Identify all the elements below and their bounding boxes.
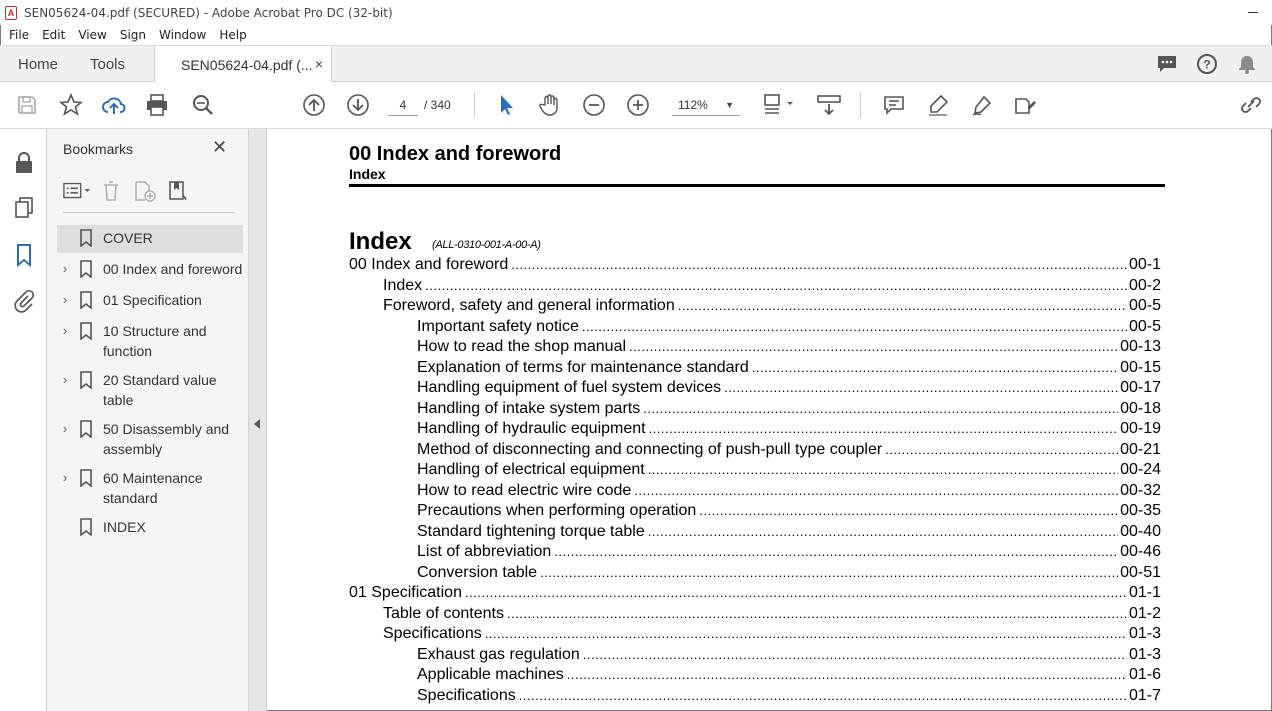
bookmark-icon bbox=[79, 260, 93, 281]
toc-entry-title: Precautions when performing operation bbox=[417, 502, 699, 520]
main-toolbar bbox=[0, 82, 1272, 129]
delete-bookmark-icon[interactable] bbox=[97, 178, 125, 204]
bookmark-label: 20 Standard value table bbox=[103, 372, 217, 408]
section-subheading: Index bbox=[349, 166, 386, 182]
zoom-level-select[interactable] bbox=[672, 94, 740, 116]
toc-entry[interactable] bbox=[349, 400, 1161, 421]
toc-entry-page: 01-6 bbox=[1128, 666, 1161, 683]
bookmark-label: 60 Maintenance standard bbox=[103, 470, 203, 506]
toc-entry-page: 00-51 bbox=[1120, 563, 1161, 581]
toc-leader-dots bbox=[554, 544, 1118, 559]
toc-leader-dots bbox=[425, 278, 1127, 293]
toc-entry-title: Handling equipment of fuel system devices bbox=[417, 379, 724, 397]
fill-sign-icon[interactable] bbox=[1012, 92, 1038, 118]
toc-entry[interactable] bbox=[349, 359, 1161, 380]
toc-leader-dots bbox=[885, 442, 1118, 457]
new-bookmark-icon[interactable] bbox=[131, 178, 159, 204]
bookmark-item-cover[interactable] bbox=[57, 225, 243, 253]
index-title: Index bbox=[349, 228, 412, 255]
chevron-down-icon: ▼ bbox=[725, 100, 734, 110]
toolbar-divider bbox=[860, 92, 861, 118]
toc-entry[interactable] bbox=[349, 543, 1161, 564]
menu-sign[interactable]: Sign bbox=[119, 28, 147, 42]
toc-leader-dots bbox=[752, 360, 1118, 375]
toc-entry[interactable] bbox=[349, 297, 1161, 318]
options-menu-icon[interactable] bbox=[63, 178, 91, 204]
toc-entry[interactable] bbox=[349, 338, 1161, 359]
toc-leader-dots bbox=[465, 585, 1127, 600]
menu-help[interactable]: Help bbox=[219, 28, 247, 42]
toc-leader-dots bbox=[699, 503, 1118, 518]
toc-entry-page: 00-5 bbox=[1128, 297, 1161, 314]
toc-entry-page: 00-18 bbox=[1120, 399, 1161, 417]
menu-view[interactable]: View bbox=[78, 28, 107, 42]
toc-leader-dots bbox=[643, 401, 1118, 416]
bookmark-item-maintenance[interactable] bbox=[57, 465, 243, 511]
bookmark-icon bbox=[79, 420, 93, 441]
toc-entry-title: Table of contents bbox=[383, 605, 507, 623]
tab-tools[interactable]: Tools bbox=[90, 55, 126, 73]
toc-entry-page: 00-1 bbox=[1128, 256, 1161, 273]
toc-entry[interactable] bbox=[349, 318, 1161, 339]
svg-text:?: ? bbox=[1203, 57, 1211, 72]
bookmark-panel-toolbar bbox=[63, 178, 193, 204]
page-total-label: / 340 bbox=[424, 98, 451, 112]
toc-entry-page: 00-17 bbox=[1120, 379, 1161, 396]
acrobat-app-icon: A bbox=[5, 6, 17, 20]
toc-entry[interactable] bbox=[349, 277, 1161, 298]
toc-entry-page: 00-5 bbox=[1128, 317, 1161, 335]
page-thumbnails-icon[interactable] bbox=[12, 196, 36, 220]
toc-entry[interactable] bbox=[349, 256, 1161, 277]
bookmark-spacer bbox=[57, 228, 73, 230]
toc-entry[interactable] bbox=[349, 605, 1161, 626]
panel-divider bbox=[63, 212, 235, 213]
toolbar-divider bbox=[474, 92, 475, 118]
share-link-icon[interactable] bbox=[1238, 92, 1264, 118]
toc-entry-title: Handling of hydraulic equipment bbox=[417, 420, 649, 438]
toc-entry-title: Exhaust gas regulation bbox=[417, 646, 583, 664]
toc-entry-title: List of abbreviation bbox=[417, 543, 554, 561]
page-fit-icon[interactable] bbox=[760, 92, 796, 118]
toc-entry-title: How to read electric wire code bbox=[417, 482, 634, 500]
toc-entry[interactable] bbox=[349, 461, 1161, 482]
hand-tool-icon[interactable] bbox=[537, 92, 563, 118]
toc-entry-page: 00-24 bbox=[1120, 461, 1161, 478]
cloud-upload-icon[interactable] bbox=[101, 92, 127, 118]
bookmark-item-index[interactable] bbox=[57, 514, 243, 542]
star-bookmark-icon[interactable] bbox=[58, 92, 84, 118]
chevron-right-icon[interactable]: › bbox=[62, 421, 68, 436]
bookmark-item-structure-function[interactable] bbox=[57, 318, 243, 364]
left-navigation-rail bbox=[0, 129, 47, 711]
toc-leader-dots bbox=[485, 626, 1127, 641]
title-bar bbox=[0, 0, 1272, 25]
save-icon[interactable] bbox=[14, 92, 40, 118]
section-heading: 00 Index and foreword bbox=[349, 143, 562, 165]
bookmark-label: COVER bbox=[103, 230, 153, 246]
zoom-in-icon[interactable] bbox=[625, 92, 651, 118]
tab-bar bbox=[0, 45, 1272, 82]
bookmark-item-disassembly[interactable] bbox=[57, 416, 243, 462]
toc-entry[interactable] bbox=[349, 646, 1161, 667]
toc-entry-title: Important safety notice bbox=[417, 318, 582, 336]
toc-entry-page: 01-3 bbox=[1128, 645, 1161, 663]
toc-leader-dots bbox=[511, 257, 1127, 272]
toc-entry-title: Handling of electrical equipment bbox=[417, 461, 648, 479]
panel-collapse-handle[interactable] bbox=[249, 129, 267, 711]
index-code: (ALL-0310-001-A-00-A) bbox=[432, 239, 541, 251]
toc-entry-title: How to read the shop manual bbox=[417, 338, 629, 356]
toc-leader-dots bbox=[567, 667, 1127, 682]
lock-icon[interactable] bbox=[12, 151, 36, 175]
heading-rule bbox=[349, 184, 1165, 187]
bookmark-label: INDEX bbox=[103, 519, 146, 535]
toc-leader-dots bbox=[648, 462, 1118, 477]
zoom-out-icon[interactable] bbox=[581, 92, 607, 118]
bookmark-search-icon[interactable] bbox=[165, 178, 193, 204]
toc-leader-dots bbox=[583, 647, 1127, 662]
chevron-right-icon[interactable]: › bbox=[62, 261, 68, 276]
menu-edit[interactable]: Edit bbox=[42, 28, 66, 42]
toc-entry-title: Foreword, safety and general information bbox=[383, 297, 678, 315]
toc-entry-title: Specifications bbox=[383, 625, 485, 643]
toc-leader-dots bbox=[648, 524, 1118, 539]
toc-entry-page: 01-1 bbox=[1128, 584, 1161, 601]
toc-entry[interactable] bbox=[349, 584, 1161, 605]
notification-bell-icon[interactable] bbox=[1236, 53, 1258, 78]
bookmark-item-standard-value[interactable] bbox=[57, 367, 243, 413]
toc-entry-page: 00-46 bbox=[1120, 543, 1161, 560]
toc-entry-page: 00-2 bbox=[1128, 276, 1161, 294]
bookmark-panel-icon[interactable] bbox=[12, 243, 36, 267]
toc-entry[interactable] bbox=[349, 687, 1161, 708]
bookmark-spacer bbox=[57, 517, 73, 519]
toc-entry-page: 00-21 bbox=[1120, 440, 1161, 458]
next-page-icon[interactable] bbox=[345, 92, 371, 118]
tab-document[interactable] bbox=[154, 46, 332, 83]
toc-leader-dots bbox=[582, 319, 1127, 334]
toc-leader-dots bbox=[634, 483, 1118, 498]
toc-entry-title: Index bbox=[383, 277, 425, 295]
bookmark-label: 01 Specification bbox=[103, 292, 202, 308]
toc-leader-dots bbox=[678, 298, 1127, 313]
toc-entry[interactable] bbox=[349, 625, 1161, 646]
toc-entry-title: Method of disconnecting and connecting of push-pull type coupler bbox=[417, 441, 885, 459]
toc-entry-title: 00 Index and foreword bbox=[349, 256, 511, 274]
bookmark-item-index-foreword[interactable] bbox=[57, 256, 243, 284]
bookmark-icon bbox=[79, 229, 93, 250]
toc-entry-title: Conversion table bbox=[417, 564, 540, 582]
collapse-arrow-icon bbox=[254, 419, 260, 429]
print-icon[interactable] bbox=[144, 92, 170, 118]
bookmark-item-specification[interactable] bbox=[57, 287, 243, 315]
tab-document-label: SEN05624-04.pdf (... bbox=[181, 56, 313, 73]
chevron-right-icon[interactable]: › bbox=[62, 292, 68, 307]
toc-entry-page: 00-35 bbox=[1120, 502, 1161, 519]
toc-entry-title: Standard tightening torque table bbox=[417, 523, 648, 541]
chevron-right-icon[interactable]: › bbox=[62, 372, 68, 387]
toc-entry-page: 00-19 bbox=[1120, 420, 1161, 437]
bookmark-icon bbox=[79, 469, 93, 490]
menu-bar bbox=[0, 25, 1272, 45]
chevron-right-icon[interactable]: › bbox=[62, 470, 68, 485]
toc-entry-page: 00-40 bbox=[1120, 522, 1161, 540]
chevron-right-icon[interactable]: › bbox=[62, 323, 68, 338]
draw-sign-icon[interactable] bbox=[969, 92, 995, 118]
toc-entry-title: Applicable machines bbox=[417, 666, 567, 684]
toc-entry[interactable] bbox=[349, 564, 1161, 585]
toc-entry[interactable] bbox=[349, 441, 1161, 462]
minimize-button[interactable] bbox=[1248, 12, 1258, 13]
document-page bbox=[268, 129, 1271, 710]
add-comment-icon[interactable] bbox=[881, 92, 907, 118]
attachment-paperclip-icon[interactable] bbox=[12, 289, 36, 313]
toc-entry[interactable] bbox=[349, 523, 1161, 544]
toc-entry[interactable] bbox=[349, 666, 1161, 687]
menu-file[interactable]: File bbox=[9, 28, 30, 42]
window-title: SEN05624-04.pdf (SECURED) - Adobe Acrobat Pro DC (32-bit) bbox=[24, 5, 393, 20]
toc-leader-dots bbox=[507, 606, 1127, 621]
toc-entry-page: 01-3 bbox=[1128, 625, 1161, 642]
bookmark-icon bbox=[79, 371, 93, 392]
bookmark-label: 50 Disassembly and assembly bbox=[103, 421, 230, 457]
bookmark-icon bbox=[79, 291, 93, 312]
toc-entry-page: 00-13 bbox=[1120, 338, 1161, 355]
toc-entry[interactable] bbox=[349, 420, 1161, 441]
select-cursor-icon[interactable] bbox=[493, 92, 519, 118]
toc-entry-page: 01-2 bbox=[1128, 604, 1161, 622]
highlight-pen-icon[interactable] bbox=[925, 92, 951, 118]
toc-entry-title: Specifications bbox=[417, 687, 519, 705]
toc-leader-dots bbox=[724, 380, 1118, 395]
toc-entry-title: Explanation of terms for maintenance standard bbox=[417, 359, 752, 377]
bookmark-list bbox=[57, 225, 243, 545]
menu-window[interactable]: Window bbox=[159, 28, 207, 42]
help-icon[interactable] bbox=[1196, 53, 1218, 78]
scroll-mode-icon[interactable] bbox=[814, 92, 844, 118]
bookmark-label: 10 Structure and function bbox=[103, 323, 207, 359]
toc-entry[interactable] bbox=[349, 379, 1161, 400]
toc-leader-dots bbox=[540, 565, 1118, 580]
toc-entry-title: Handling of intake system parts bbox=[417, 400, 643, 418]
bookmarks-panel bbox=[47, 129, 249, 711]
tab-close-icon[interactable]: × bbox=[314, 56, 323, 72]
toc-entry-page: 01-7 bbox=[1128, 686, 1161, 704]
header-right-icons bbox=[1156, 53, 1258, 78]
previous-page-icon[interactable] bbox=[301, 92, 327, 118]
toc-entry-page: 00-32 bbox=[1120, 481, 1161, 499]
bookmarks-panel-title: Bookmarks bbox=[63, 141, 134, 157]
toc-entry[interactable] bbox=[349, 482, 1161, 503]
find-zoom-icon[interactable] bbox=[190, 92, 216, 118]
zoom-level-value: 112% bbox=[678, 98, 708, 112]
table-of-contents bbox=[349, 256, 1161, 707]
tab-home[interactable]: Home bbox=[18, 55, 59, 73]
toc-leader-dots bbox=[649, 421, 1118, 436]
toc-leader-dots bbox=[629, 339, 1118, 354]
comment-icon[interactable] bbox=[1156, 53, 1178, 78]
toc-entry-page: 00-15 bbox=[1120, 358, 1161, 376]
toc-entry[interactable] bbox=[349, 502, 1161, 523]
toc-leader-dots bbox=[519, 688, 1127, 703]
page-number-input[interactable]: 4 bbox=[388, 94, 418, 116]
toc-entry-title: 01 Specification bbox=[349, 584, 465, 602]
bookmark-icon bbox=[79, 518, 93, 539]
bookmark-label: 00 Index and foreword bbox=[103, 261, 243, 277]
bookmark-icon bbox=[79, 322, 93, 343]
close-panel-icon[interactable]: ✕ bbox=[212, 137, 228, 157]
